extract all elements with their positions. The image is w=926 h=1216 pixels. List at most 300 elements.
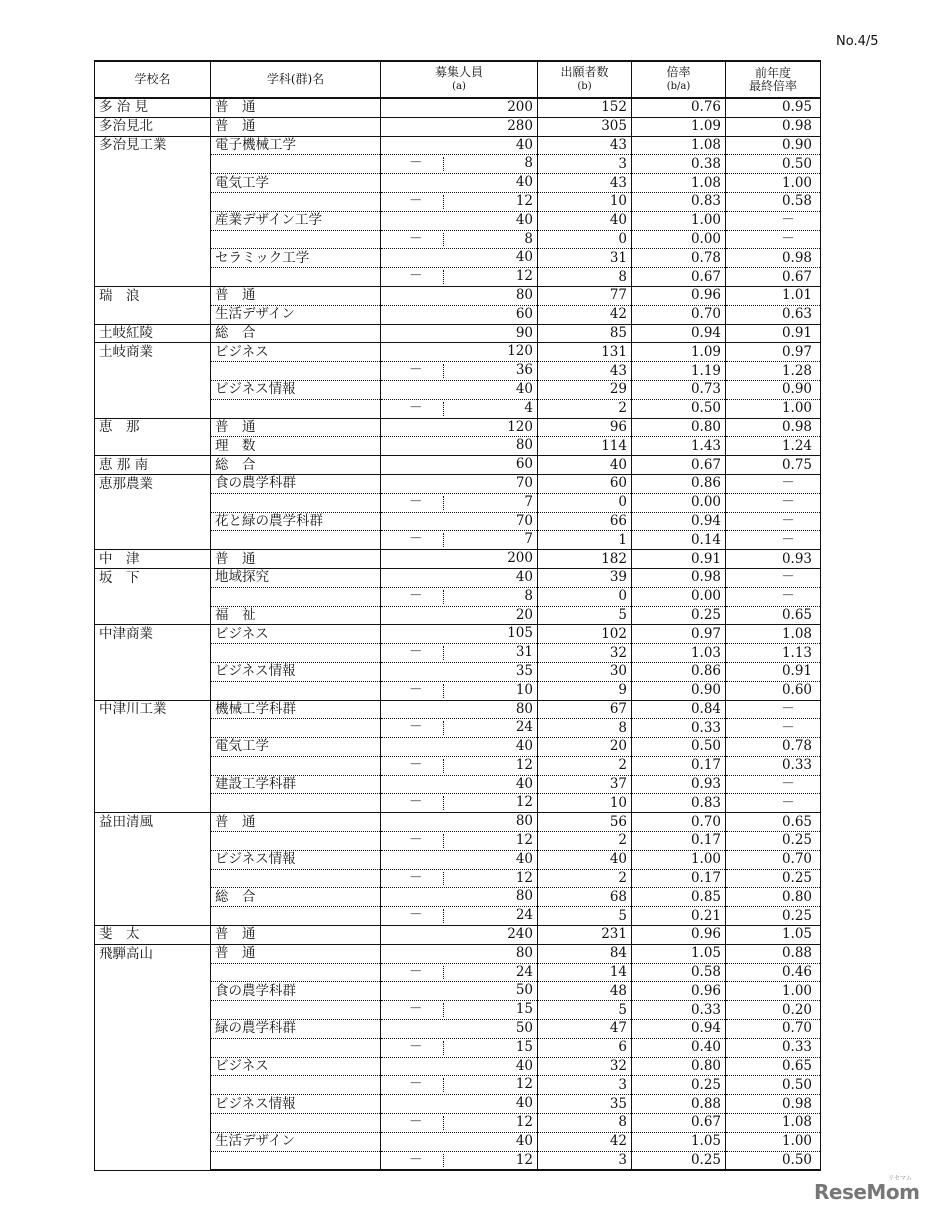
- table-row: [95, 437, 821, 456]
- table-row: [95, 1095, 821, 1114]
- dept-name-cell: 花と緑の農学科群: [211, 512, 381, 531]
- applicants-cell: 2: [538, 869, 632, 888]
- capacity-cell: [381, 1038, 538, 1057]
- ratio-cell: 0.96: [632, 286, 726, 305]
- ratio-cell: 1.08: [632, 174, 726, 193]
- dept-name-cell: [211, 644, 381, 663]
- sub-quota-separator: [443, 872, 444, 886]
- prev-ratio-cell: 0.90: [726, 136, 821, 155]
- applicants-cell: 5: [538, 907, 632, 926]
- capacity-cell: [381, 1095, 538, 1114]
- prev-ratio-cell: 0.65: [726, 606, 821, 625]
- header-ratio: 倍率 (b/a): [632, 61, 726, 98]
- school-name-cell: 多 治 見: [95, 98, 211, 117]
- sub-quota-separator: [443, 1041, 444, 1055]
- dept-name-cell: 福 祉: [211, 606, 381, 625]
- applicants-cell: 2: [538, 399, 632, 418]
- capacity-value: 10: [515, 681, 533, 698]
- capacity-value: 40: [515, 1057, 533, 1074]
- prev-ratio-cell: 0.50: [726, 1076, 821, 1095]
- school-name-cell: [95, 775, 211, 794]
- ratio-cell: 1.00: [632, 850, 726, 869]
- applicants-cell: 182: [538, 550, 632, 569]
- applicants-cell: 3: [538, 155, 632, 174]
- prev-ratio-cell: 0.46: [726, 963, 821, 982]
- sub-quota-separator: [443, 496, 444, 510]
- applicants-cell: 67: [538, 700, 632, 719]
- capacity-cell: [381, 606, 538, 625]
- applicants-cell: 0: [538, 493, 632, 512]
- table-row: [95, 268, 821, 287]
- applicants-cell: 10: [538, 192, 632, 211]
- school-name-cell: 土岐紅陵: [95, 324, 211, 343]
- capacity-cell: [381, 850, 538, 869]
- table-row: [95, 1114, 821, 1133]
- dept-name-cell: [211, 1076, 381, 1095]
- capacity-cell: [381, 1001, 538, 1020]
- capacity-value: 12: [515, 1151, 533, 1168]
- dept-name-cell: [211, 230, 381, 249]
- applicants-cell: 152: [538, 98, 632, 117]
- capacity-cell: [381, 832, 538, 851]
- prev-ratio-cell: 0.80: [726, 888, 821, 907]
- ratio-cell: 0.25: [632, 1076, 726, 1095]
- ratio-cell: 1.00: [632, 211, 726, 230]
- sub-quota-separator: [443, 533, 444, 547]
- table-row: [95, 211, 821, 230]
- capacity-value: 40: [515, 174, 533, 191]
- prev-ratio-cell: 1.08: [726, 625, 821, 644]
- capacity-value: 35: [515, 662, 533, 679]
- dept-name-cell: ビジネス: [211, 343, 381, 362]
- prev-ratio-cell: 1.00: [726, 1132, 821, 1151]
- prev-ratio-cell: 0.33: [726, 756, 821, 775]
- capacity-cell: [381, 418, 538, 437]
- ratio-cell: 1.09: [632, 117, 726, 136]
- table-row: [95, 681, 821, 700]
- school-name-cell: 多治見工業: [95, 136, 211, 155]
- sub-quota-mark: －: [409, 192, 423, 209]
- capacity-value: 12: [515, 756, 533, 773]
- capacity-value: 12: [515, 1076, 533, 1093]
- dept-name-cell: [211, 362, 381, 381]
- table-row: [95, 98, 821, 117]
- school-name-cell: [95, 681, 211, 700]
- capacity-cell: [381, 117, 538, 136]
- sub-quota-mark: －: [409, 681, 423, 698]
- applicants-cell: 85: [538, 324, 632, 343]
- sub-quota-mark: －: [409, 268, 423, 285]
- applicants-cell: 231: [538, 926, 632, 945]
- sub-quota-mark: －: [409, 963, 423, 980]
- ratio-cell: 0.86: [632, 474, 726, 493]
- capacity-cell: [381, 550, 538, 569]
- sub-quota-separator: [443, 1003, 444, 1017]
- school-name-cell: [95, 719, 211, 738]
- dept-name-cell: [211, 832, 381, 851]
- school-name-cell: [95, 1020, 211, 1039]
- school-name-cell: [95, 794, 211, 813]
- capacity-cell: [381, 794, 538, 813]
- sub-quota-separator: [443, 270, 444, 284]
- ratio-cell: 0.25: [632, 606, 726, 625]
- ratio-cell: 1.05: [632, 1132, 726, 1151]
- sub-quota-separator: [443, 684, 444, 698]
- table-row: [95, 869, 821, 888]
- applicants-cell: 77: [538, 286, 632, 305]
- capacity-value: 8: [524, 587, 533, 604]
- ratio-cell: 0.50: [632, 399, 726, 418]
- capacity-cell: [381, 1151, 538, 1170]
- ratio-cell: 1.43: [632, 437, 726, 456]
- prev-ratio-cell: 0.70: [726, 850, 821, 869]
- applicants-cell: 3: [538, 1076, 632, 1095]
- table-body: [95, 98, 821, 1170]
- dept-name-cell: 緑の農学科群: [211, 1020, 381, 1039]
- applicants-cell: 114: [538, 437, 632, 456]
- prev-ratio-cell: 1.00: [726, 982, 821, 1001]
- capacity-cell: [381, 362, 538, 381]
- capacity-cell: [381, 399, 538, 418]
- school-name-cell: [95, 738, 211, 757]
- applicants-cell: 29: [538, 380, 632, 399]
- sub-quota-mark: －: [409, 644, 423, 661]
- capacity-cell: [381, 324, 538, 343]
- prev-ratio-cell: 0.97: [726, 343, 821, 362]
- table-row: [95, 926, 821, 945]
- school-name-cell: 多治見北: [95, 117, 211, 136]
- school-name-cell: [95, 362, 211, 381]
- dept-name-cell: 生活デザイン: [211, 1132, 381, 1151]
- table-row: [95, 644, 821, 663]
- ratio-cell: 0.67: [632, 268, 726, 287]
- ratio-cell: 0.40: [632, 1038, 726, 1057]
- dept-name-cell: 普 通: [211, 926, 381, 945]
- table-row: [95, 1151, 821, 1170]
- school-name-cell: [95, 268, 211, 287]
- applicants-cell: 0: [538, 230, 632, 249]
- capacity-value: 12: [515, 832, 533, 849]
- capacity-cell: [381, 1076, 538, 1095]
- ratio-cell: 0.90: [632, 681, 726, 700]
- dept-name-cell: [211, 192, 381, 211]
- capacity-cell: [381, 456, 538, 475]
- resemom-logo: ReseMom: [814, 1180, 920, 1204]
- school-name-cell: [95, 869, 211, 888]
- prev-ratio-cell: 0.70: [726, 1020, 821, 1039]
- table-row: [95, 907, 821, 926]
- school-name-cell: [95, 399, 211, 418]
- applicants-cell: 32: [538, 644, 632, 663]
- school-name-cell: [95, 437, 211, 456]
- capacity-cell: [381, 982, 538, 1001]
- table-row: [95, 155, 821, 174]
- sub-quota-separator: [443, 834, 444, 848]
- school-name-cell: [95, 963, 211, 982]
- dept-name-cell: 食の農学科群: [211, 982, 381, 1001]
- prev-ratio-cell: 0.58: [726, 192, 821, 211]
- school-name-cell: [95, 907, 211, 926]
- ratio-cell: 0.96: [632, 926, 726, 945]
- sub-quota-separator: [443, 233, 444, 247]
- capacity-cell: [381, 568, 538, 587]
- applicants-cell: 43: [538, 174, 632, 193]
- sub-quota-mark: －: [409, 1076, 423, 1093]
- applicants-cell: 68: [538, 888, 632, 907]
- capacity-value: 12: [515, 192, 533, 209]
- table-row: [95, 418, 821, 437]
- school-name-cell: 瑞 浪: [95, 286, 211, 305]
- ratio-cell: 0.80: [632, 1057, 726, 1076]
- capacity-cell: [381, 644, 538, 663]
- sub-quota-mark: －: [409, 794, 423, 811]
- prev-ratio-cell: 0.63: [726, 305, 821, 324]
- capacity-value: 70: [515, 512, 533, 529]
- capacity-value: 36: [515, 362, 533, 379]
- applicants-cell: 0: [538, 587, 632, 606]
- header-prev-ratio: 前年度 最終倍率: [726, 61, 821, 98]
- applicants-cell: 56: [538, 813, 632, 832]
- sub-quota-mark: －: [409, 531, 423, 548]
- school-name-cell: 坂 下: [95, 568, 211, 587]
- prev-ratio-cell: 0.50: [726, 155, 821, 174]
- capacity-value: 7: [524, 531, 533, 548]
- school-name-cell: [95, 249, 211, 268]
- sub-quota-mark: －: [409, 756, 423, 773]
- applicants-cell: 40: [538, 850, 632, 869]
- prev-ratio-cell: －: [726, 794, 821, 813]
- capacity-value: 50: [515, 982, 533, 999]
- prev-ratio-cell: 0.25: [726, 907, 821, 926]
- sub-quota-separator: [443, 721, 444, 735]
- table-row: [95, 850, 821, 869]
- prev-ratio-cell: 1.28: [726, 362, 821, 381]
- dept-name-cell: [211, 531, 381, 550]
- capacity-value: 12: [515, 794, 533, 811]
- prev-ratio-cell: 0.90: [726, 380, 821, 399]
- prev-ratio-cell: 1.00: [726, 174, 821, 193]
- table-row: [95, 117, 821, 136]
- dept-name-cell: [211, 869, 381, 888]
- prev-ratio-cell: －: [726, 587, 821, 606]
- prev-ratio-cell: 0.33: [726, 1038, 821, 1057]
- school-name-cell: [95, 1151, 211, 1170]
- ratio-cell: 1.05: [632, 944, 726, 963]
- applicants-cell: 20: [538, 738, 632, 757]
- capacity-value: 7: [524, 493, 533, 510]
- header-capacity: 募集人員 (a): [381, 61, 538, 98]
- table-row: [95, 1038, 821, 1057]
- table-row: [95, 380, 821, 399]
- school-name-cell: [95, 174, 211, 193]
- prev-ratio-cell: 1.13: [726, 644, 821, 663]
- capacity-cell: [381, 888, 538, 907]
- page-number: No.4/5: [836, 34, 879, 49]
- applicants-cell: 84: [538, 944, 632, 963]
- prev-ratio-cell: 0.25: [726, 869, 821, 888]
- prev-ratio-cell: 0.91: [726, 324, 821, 343]
- table-row: [95, 832, 821, 851]
- sub-quota-separator: [443, 157, 444, 171]
- dept-name-cell: 普 通: [211, 418, 381, 437]
- capacity-cell: [381, 192, 538, 211]
- capacity-value: 40: [515, 136, 533, 153]
- ratio-cell: 0.00: [632, 493, 726, 512]
- ratio-cell: 0.33: [632, 1001, 726, 1020]
- applicants-cell: 5: [538, 606, 632, 625]
- dept-name-cell: 機械工学科群: [211, 700, 381, 719]
- school-name-cell: [95, 305, 211, 324]
- capacity-cell: [381, 174, 538, 193]
- prev-ratio-cell: 1.24: [726, 437, 821, 456]
- dept-name-cell: 産業デザイン工学: [211, 211, 381, 230]
- capacity-value: 40: [515, 211, 533, 228]
- school-name-cell: 斐 太: [95, 926, 211, 945]
- sub-quota-separator: [443, 796, 444, 810]
- dept-name-cell: [211, 963, 381, 982]
- capacity-value: 15: [515, 1001, 533, 1018]
- table-row: [95, 719, 821, 738]
- prev-ratio-cell: 0.65: [726, 1057, 821, 1076]
- ratio-cell: 0.83: [632, 192, 726, 211]
- applicants-cell: 42: [538, 1132, 632, 1151]
- capacity-value: 40: [515, 775, 533, 792]
- dept-name-cell: 電子機械工学: [211, 136, 381, 155]
- school-name-cell: [95, 493, 211, 512]
- capacity-cell: [381, 136, 538, 155]
- capacity-cell: [381, 625, 538, 644]
- sub-quota-separator: [443, 646, 444, 660]
- ratio-cell: 0.97: [632, 625, 726, 644]
- table-row: [95, 399, 821, 418]
- applicants-cell: 6: [538, 1038, 632, 1057]
- capacity-value: 40: [515, 738, 533, 755]
- table-row: [95, 738, 821, 757]
- applicants-cell: 31: [538, 249, 632, 268]
- capacity-value: 12: [515, 1114, 533, 1131]
- capacity-cell: [381, 926, 538, 945]
- table-row: [95, 474, 821, 493]
- dept-name-cell: [211, 719, 381, 738]
- capacity-cell: [381, 662, 538, 681]
- applicants-cell: 40: [538, 211, 632, 230]
- capacity-cell: [381, 230, 538, 249]
- ratio-cell: 0.00: [632, 230, 726, 249]
- ratio-cell: 0.38: [632, 155, 726, 174]
- school-name-cell: [95, 982, 211, 1001]
- ratio-cell: 0.73: [632, 380, 726, 399]
- dept-name-cell: 生活デザイン: [211, 305, 381, 324]
- applicants-cell: 9: [538, 681, 632, 700]
- prev-ratio-cell: 0.20: [726, 1001, 821, 1020]
- table-row: [95, 813, 821, 832]
- ratio-cell: 1.08: [632, 136, 726, 155]
- capacity-value: 120: [507, 418, 533, 435]
- capacity-cell: [381, 155, 538, 174]
- prev-ratio-cell: 1.05: [726, 926, 821, 945]
- dept-name-cell: 総 合: [211, 324, 381, 343]
- ratio-cell: 0.17: [632, 756, 726, 775]
- school-name-cell: [95, 1057, 211, 1076]
- capacity-cell: [381, 869, 538, 888]
- applicants-cell: 14: [538, 963, 632, 982]
- dept-name-cell: 普 通: [211, 286, 381, 305]
- applicants-cell: 37: [538, 775, 632, 794]
- table-row: [95, 1057, 821, 1076]
- sub-quota-mark: －: [409, 587, 423, 604]
- capacity-cell: [381, 380, 538, 399]
- applicants-cell: 102: [538, 625, 632, 644]
- sub-quota-separator: [443, 364, 444, 378]
- prev-ratio-cell: －: [726, 719, 821, 738]
- capacity-cell: [381, 474, 538, 493]
- capacity-value: 240: [507, 926, 533, 943]
- capacity-cell: [381, 305, 538, 324]
- table-row: [95, 963, 821, 982]
- table-row: [95, 136, 821, 155]
- capacity-cell: [381, 700, 538, 719]
- prev-ratio-cell: 0.60: [726, 681, 821, 700]
- sub-quota-mark: －: [409, 1151, 423, 1168]
- capacity-value: 12: [515, 869, 533, 886]
- prev-ratio-cell: 0.78: [726, 738, 821, 757]
- prev-ratio-cell: 0.65: [726, 813, 821, 832]
- applicants-cell: 43: [538, 362, 632, 381]
- capacity-value: 40: [515, 1095, 533, 1112]
- ratio-cell: 0.78: [632, 249, 726, 268]
- capacity-cell: [381, 531, 538, 550]
- school-name-cell: [95, 512, 211, 531]
- school-name-cell: [95, 662, 211, 681]
- ratio-cell: 0.25: [632, 1151, 726, 1170]
- prev-ratio-cell: －: [726, 230, 821, 249]
- ratio-cell: 0.33: [632, 719, 726, 738]
- capacity-cell: [381, 493, 538, 512]
- prev-ratio-cell: 0.88: [726, 944, 821, 963]
- table-row: [95, 982, 821, 1001]
- dept-name-cell: [211, 268, 381, 287]
- ratio-cell: 0.00: [632, 587, 726, 606]
- dept-name-cell: [211, 756, 381, 775]
- ratio-cell: 0.94: [632, 512, 726, 531]
- logo-small-text: リセマム: [888, 1175, 912, 1182]
- ratio-cell: 0.21: [632, 907, 726, 926]
- ratio-cell: 0.94: [632, 1020, 726, 1039]
- applicants-cell: 131: [538, 343, 632, 362]
- school-name-cell: [95, 606, 211, 625]
- capacity-cell: [381, 343, 538, 362]
- capacity-value: 24: [515, 719, 533, 736]
- dept-name-cell: [211, 155, 381, 174]
- applicants-cell: 10: [538, 794, 632, 813]
- capacity-cell: [381, 738, 538, 757]
- prev-ratio-cell: －: [726, 531, 821, 550]
- table-row: [95, 568, 821, 587]
- table-row: [95, 625, 821, 644]
- capacity-cell: [381, 963, 538, 982]
- applicants-cell: 8: [538, 719, 632, 738]
- table-row: [95, 324, 821, 343]
- ratio-cell: 0.88: [632, 1095, 726, 1114]
- sub-quota-mark: －: [409, 1001, 423, 1018]
- capacity-cell: [381, 512, 538, 531]
- capacity-value: 280: [507, 117, 533, 134]
- capacity-value: 40: [515, 850, 533, 867]
- prev-ratio-cell: 0.67: [726, 268, 821, 287]
- applicants-cell: 43: [538, 136, 632, 155]
- sub-quota-mark: －: [409, 907, 423, 924]
- table-row: [95, 756, 821, 775]
